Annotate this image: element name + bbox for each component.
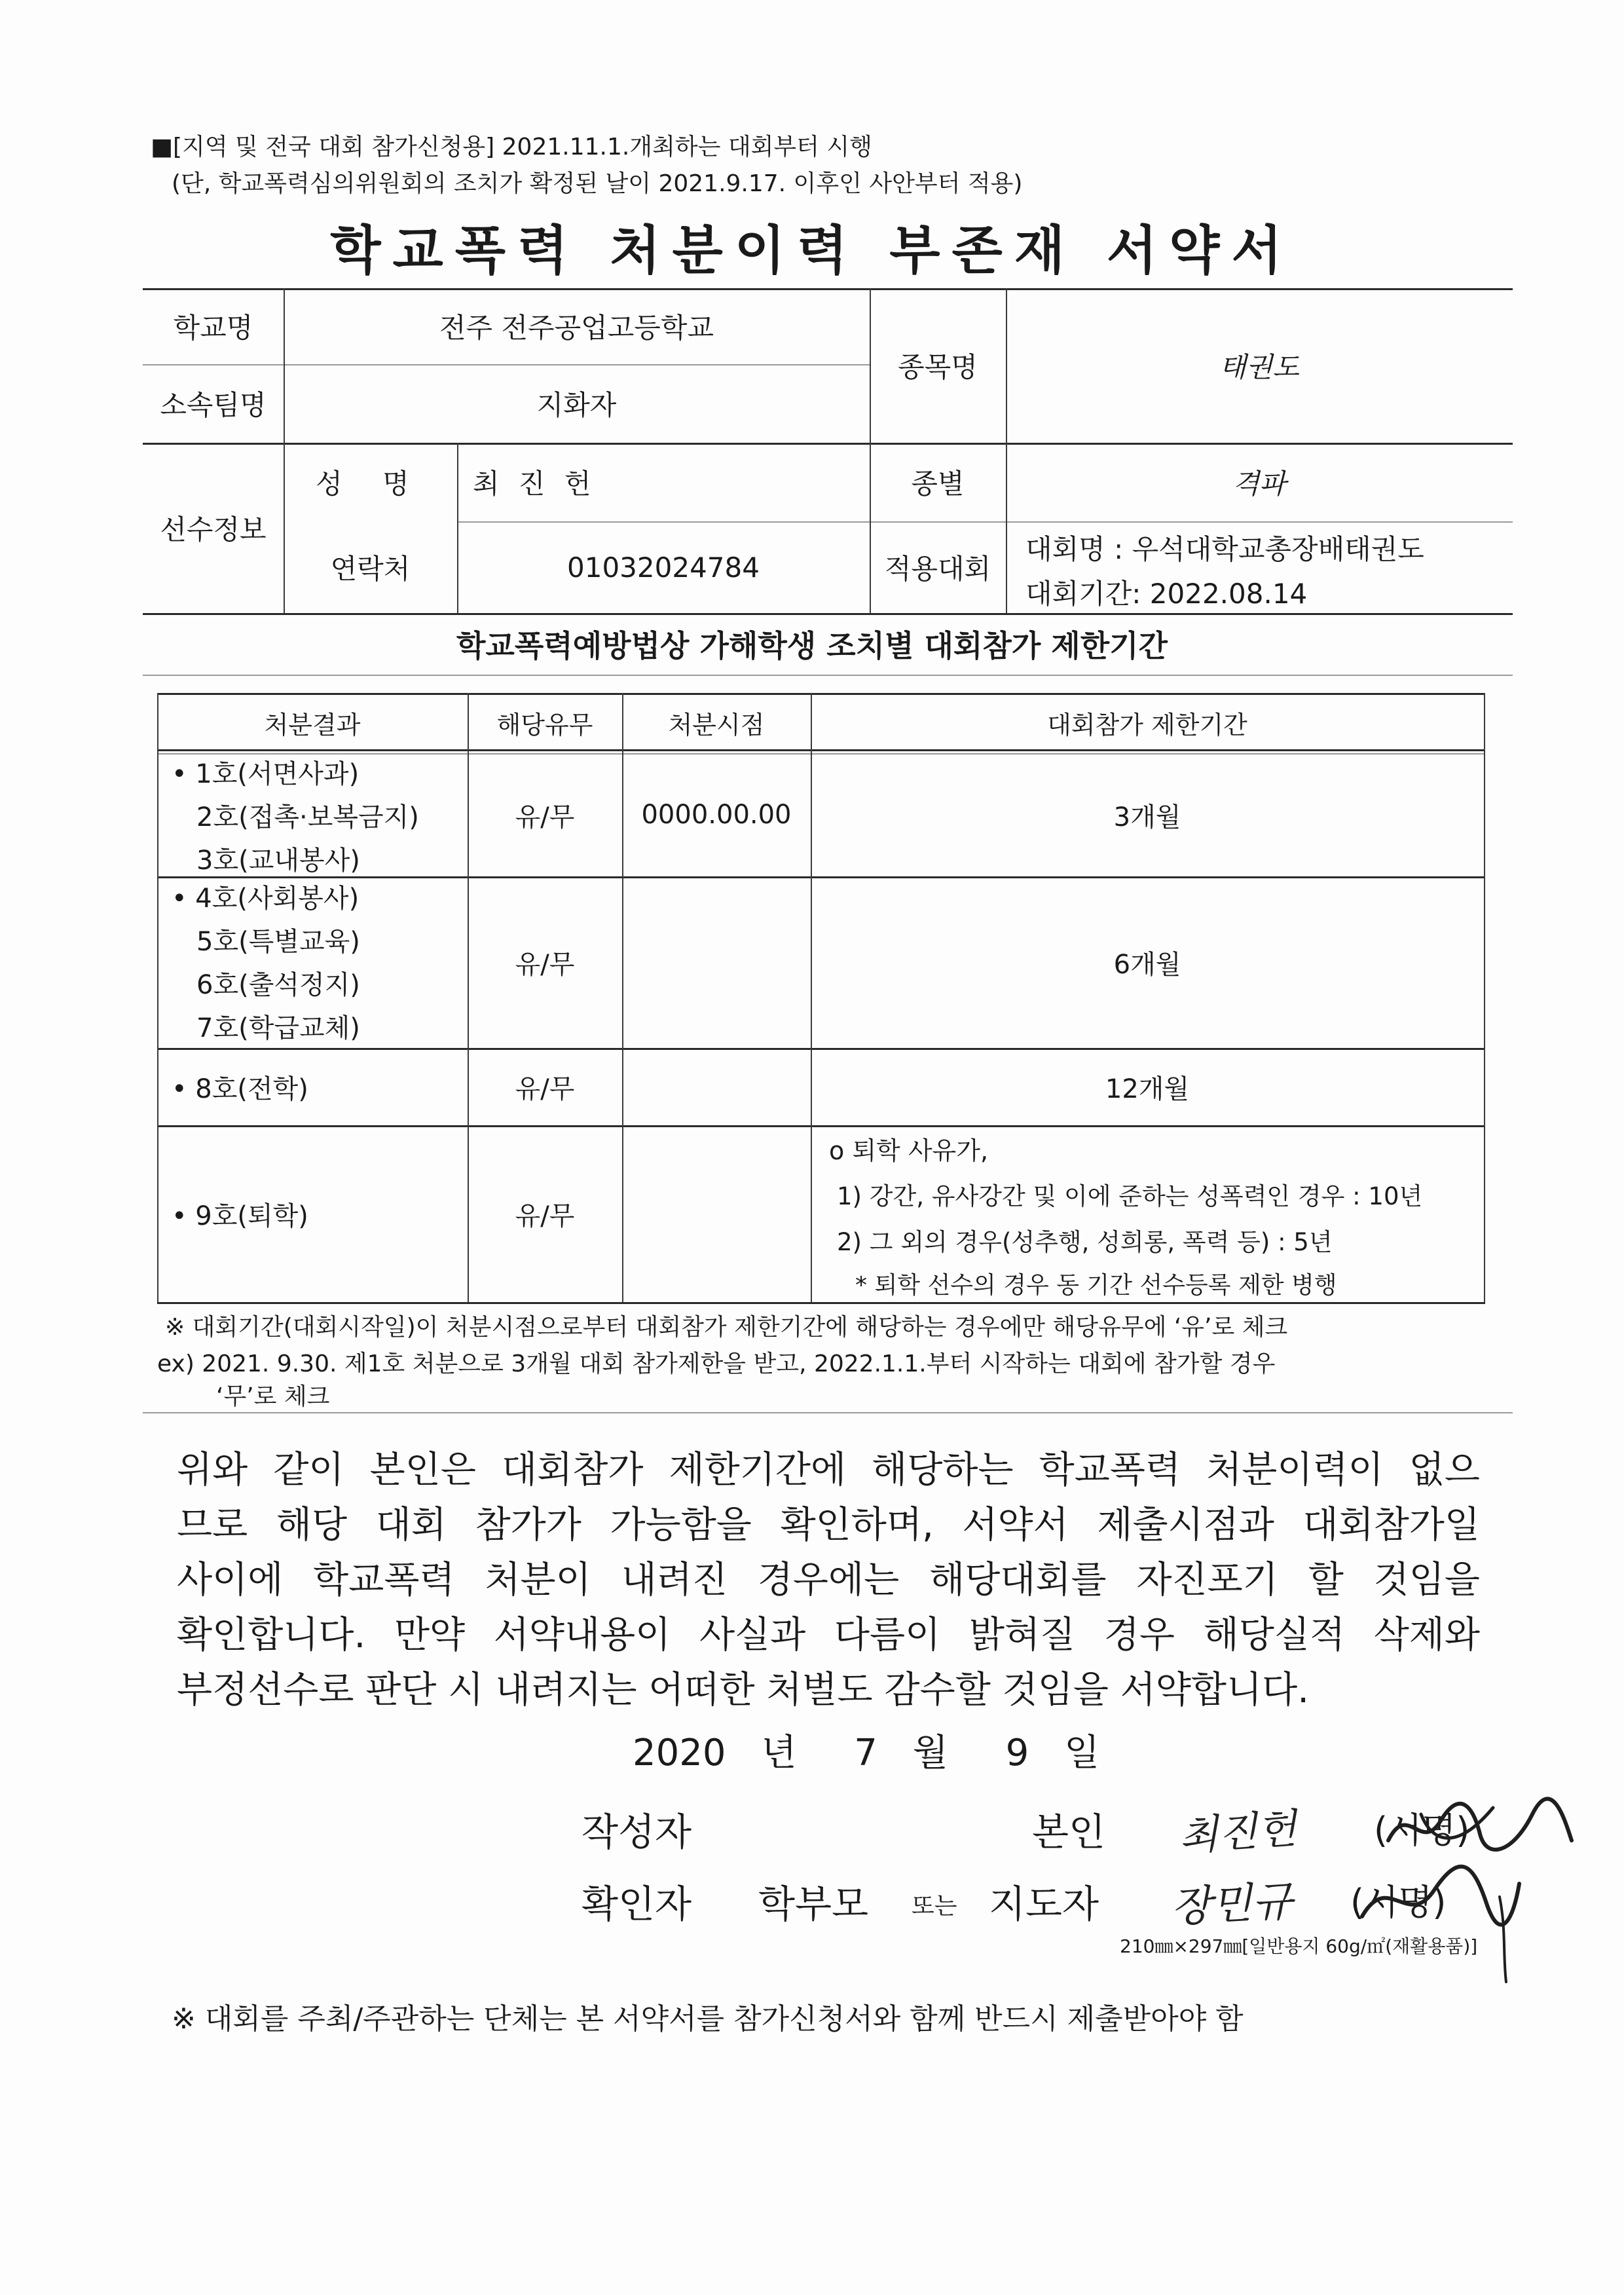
applicable-row-2: 유/무 — [515, 949, 575, 980]
sport-value: 태권도 — [1219, 351, 1299, 383]
measure-6: 6호(출석정지) — [196, 970, 360, 1000]
player-info-label: 선수정보 — [160, 513, 267, 546]
event-name: 대회명 : 우석대학교총장배태권도 — [1025, 533, 1424, 565]
document-title: 학교폭력 처분이력 부존재 서약서 — [330, 220, 1294, 281]
notice-line-1: ■[지역 및 전국 대회 참가신청용] 2021.11.1.개최하는 대회부터 시행 — [151, 134, 872, 160]
measure-3: 3호(교내봉사) — [196, 846, 360, 876]
team-label: 소속팀명 — [160, 389, 267, 421]
pledge-line-5: 부정선수로 판단 시 내려지는 어떠한 처벌도 감수할 것임을 서약합니다. — [177, 1669, 1309, 1711]
category-label: 종별 — [911, 468, 965, 500]
applicable-row-1: 유/무 — [515, 802, 575, 832]
event-period: 대회기간: 2022.08.14 — [1025, 578, 1308, 610]
expulsion-intro: o 퇴학 사유가, — [829, 1136, 989, 1165]
paper-spec: 210㎜×297㎜[일반용지 60g/㎡(재활용품)] — [1120, 1935, 1478, 1957]
self-sign-mark: (서명) — [1374, 1810, 1470, 1851]
expulsion-registration-note: * 퇴학 선수의 경우 동 기간 선수등록 제한 병행 — [855, 1272, 1337, 1299]
date-month: 7 — [854, 1732, 877, 1774]
header-applicable: 해당유무 — [496, 711, 593, 739]
writer-label: 작성자 — [581, 1810, 692, 1854]
self-signed-name: 최진헌 — [1177, 1804, 1299, 1861]
team-value: 지화자 — [536, 389, 617, 421]
pledge-line-2: 므로 해당 대회 참가가 가능함을 확인하며, 서약서 제출시점과 대회참가일 — [177, 1504, 1480, 1546]
coach-signature-scribble — [1356, 1857, 1526, 1988]
measure-9: • 9호(퇴학) — [172, 1201, 308, 1231]
expulsion-case-2: 2) 그 외의 경우(성추행, 성희롱, 폭력 등) : 5년 — [837, 1228, 1333, 1256]
signing-date — [633, 1724, 1099, 1776]
measure-7: 7호(학급교체) — [196, 1013, 360, 1043]
measure-8: • 8호(전학) — [172, 1073, 308, 1104]
date-month-unit: 월 — [912, 1732, 948, 1774]
sport-label: 종목명 — [898, 351, 978, 383]
contact-value: 01032024784 — [567, 551, 760, 584]
restriction-example-cont: ‘무’로 체크 — [216, 1383, 330, 1410]
footer-note: ※ 대회를 주최/주관하는 단체는 본 서약서를 참가신청서와 함께 반드시 제출받아야 함 — [172, 2002, 1244, 2036]
applicable-row-4: 유/무 — [515, 1201, 575, 1231]
restriction-heading: 학교폭력예방법상 가해학생 조치별 대회참가 제한기간 — [456, 628, 1168, 663]
applicable-row-3: 유/무 — [515, 1073, 575, 1104]
restriction-note: ※ 대회기간(대회시작일)이 처분시점으로부터 대회참가 제한기간에 해당하는 경우에만 해당유무에 ‘유’로 체크 — [165, 1314, 1288, 1341]
name-label: 성 명 — [316, 468, 425, 500]
measure-4: • 4호(사회봉사) — [172, 884, 360, 914]
pledge-line-1: 위와 같이 본인은 대회참가 제한기간에 해당하는 학교폭력 처분이력이 없으 — [177, 1449, 1480, 1491]
date-year: 2020 — [633, 1732, 726, 1774]
measure-5: 5호(특별교육) — [196, 927, 360, 957]
period-row-2: 6개월 — [1113, 949, 1181, 980]
pledge-line-3: 사이에 학교폭력 처분이 내려진 경우에는 해당대회를 자진포기 할 것임을 — [177, 1559, 1480, 1601]
date-day: 9 — [1005, 1732, 1029, 1774]
school-label: 학교명 — [173, 312, 253, 344]
name-value: 최 진 헌 — [473, 468, 597, 500]
header-period: 대회참가 제한기간 — [1047, 711, 1247, 739]
self-signature-scribble — [1382, 1795, 1578, 1867]
date-row-1: 0000.00.00 — [641, 800, 792, 830]
self-label: 본인 — [1032, 1810, 1106, 1854]
pledge-line-4: 확인합니다. 만약 서약내용이 사실과 다름이 밝혀질 경우 해당실적 삭제와 — [177, 1614, 1480, 1656]
expulsion-case-1: 1) 강간, 유사강간 및 이에 준하는 성폭력인 경우 : 10년 — [837, 1182, 1423, 1210]
notice-line-2: (단, 학교폭력심의위원회의 조치가 확정된 날이 2021.9.17. 이후인 사안부터 적용) — [172, 170, 1023, 197]
date-row-4 — [622, 1125, 811, 1302]
period-row-3: 12개월 — [1105, 1073, 1190, 1104]
measure-2: 2호(접촉·보복금지) — [196, 802, 419, 832]
school-value: 전주 전주공업고등학교 — [439, 312, 714, 344]
restriction-example: ex) 2021. 9.30. 제1호 처분으로 3개월 대회 참가제한을 받고, 2022.1.1.부터 시작하는 대회에 참가할 경우 — [157, 1351, 1276, 1377]
date-day-unit: 일 — [1064, 1732, 1100, 1774]
header-result: 처분결과 — [264, 711, 361, 739]
date-year-unit: 년 — [761, 1732, 797, 1774]
period-row-1: 3개월 — [1113, 802, 1181, 832]
contact-label: 연락처 — [330, 553, 411, 585]
coach-sign-mark: (서명) — [1350, 1882, 1447, 1923]
date-row-2 — [622, 876, 811, 1048]
header-date: 처분시점 — [668, 711, 765, 739]
or-label: 또는 — [912, 1893, 957, 1920]
event-label: 적용대회 — [884, 553, 991, 585]
coach-signed-name: 장민규 — [1170, 1877, 1294, 1932]
measure-1: • 1호(서면사과) — [172, 759, 360, 789]
date-row-3 — [622, 1048, 811, 1125]
confirmer-label: 확인자 — [581, 1882, 692, 1926]
parent-label: 학부모 — [758, 1882, 869, 1926]
category-value: 격파 — [1232, 468, 1286, 500]
coach-label: 지도자 — [989, 1882, 1099, 1926]
